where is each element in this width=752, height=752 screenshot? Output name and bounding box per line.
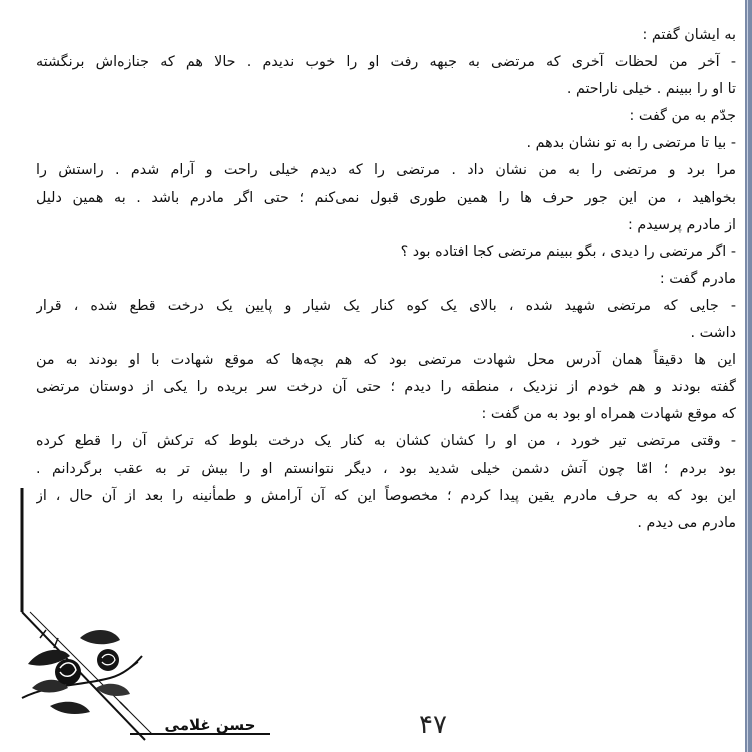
text-line: از مادرم پرسیدم : [628, 216, 736, 233]
text-line: - اگر مرتضی را دیدی ، بگو ببینم مرتضی کجا افتاده بود ؟ [400, 243, 736, 260]
text-line: - وقتی مرتضی تیر خورد ، من او را کشان کشان به کنار یک درخت بلوط که ترکش آن را قطع کرده [36, 433, 736, 450]
text-line: داشت . [690, 325, 736, 342]
text-line: تا او را ببینم . خیلی ناراحتم . [566, 81, 736, 98]
text-line: این ها دقیقاً همان آدرس محل شهادت مرتضی بود که هم بچه‌ها که موقع شهادت با او بودند به من [36, 352, 736, 369]
text-line: مادرم گفت : [659, 270, 736, 287]
text-line: جدّم به من گفت : [629, 108, 736, 125]
text-line: مادرم می دیدم . [637, 514, 736, 531]
right-border-strip [745, 0, 752, 752]
rose-branch-icon [10, 488, 270, 752]
text-line: که موقع شهادت همراه او بود به من گفت : [481, 406, 736, 423]
body-text [36, 22, 736, 537]
text-line: - بیا تا مرتضی را به تو نشان بدهم . [526, 135, 736, 152]
text-line: بخواهید ، من این جور حرف ها را همین طوری قبول نمی‌کنم ؛ حتی اگر مادرم باشد . به همین دلیل [36, 189, 736, 206]
text-line: بود بردم ؛ امّا چون آتش دشمن خیلی شدید بود ، دیگر نتوانستم او را بیش تر به عقب برگردانم . [36, 460, 736, 477]
text-line: این بود که به حرف مادرم یقین پیدا کردم ؛ مخصوصاً این که آن آرامش و طمأنینه را بعد از آن حال ، از [36, 487, 736, 504]
text-line: به ایشان گفتم : [642, 27, 736, 43]
text-line: - جایی که مرتضی شهید شده ، بالای یک کوه کنار یک شیار و پایین یک درخت قطع شده ، قرار [36, 297, 736, 314]
text-line: - آخر من لحظات آخری که مرتضی به جبهه رفت او را خوب ندیدم . حالا هم که جنازه‌اش برنگشته [36, 54, 736, 71]
text-line: گفته بودند و هم خودم از نزدیک ، منطقه را دیدم ؛ حتی آن درخت سر بریده را یکی از دوستان مرتضی [36, 379, 736, 396]
page-number: ۴۷ [419, 710, 447, 740]
author-name: حسن غلامی [164, 716, 256, 734]
text-line: مرا برد و مرتضی را به من نشان داد . مرتضی را که دیدم خیلی راحت و آرام شدم . راستش را [36, 162, 736, 179]
